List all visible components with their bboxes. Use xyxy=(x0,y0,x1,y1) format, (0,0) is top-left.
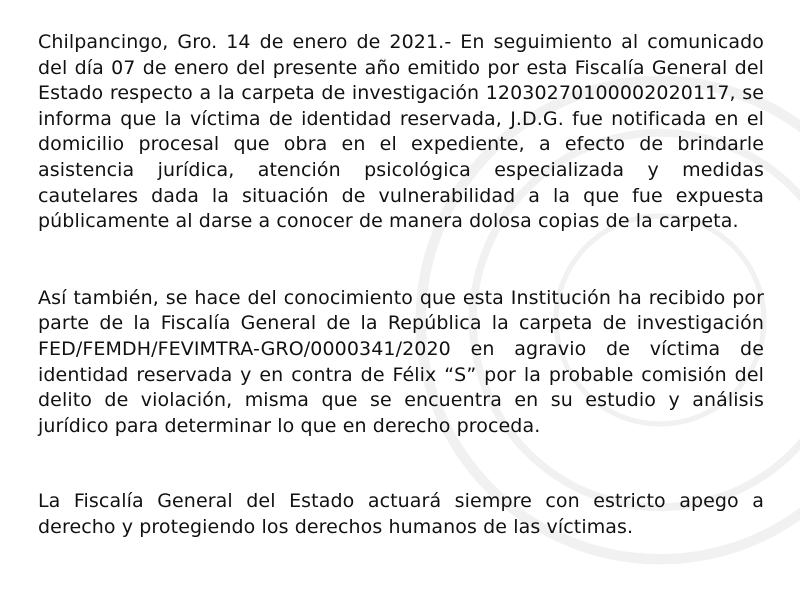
paragraph-announcement: Chilpancingo, Gro. 14 de enero de 2021.- En seguimiento al comunicado del día 07 de enero del presente año emitido por esta Fiscalía General del Estado respecto a la carpeta de investigación 12030270100002020117, se informa que la víctima de identidad reservada, J.D.G. fue notificada en el domicilio procesal que obra en el expediente, a efecto de brindarle asistencia jurídica, atención psicológica especializada y medidas cautelares dada la situación de vulnerabilidad a la que fue expuesta públicamente al darse a conocer de manera dolosa copias de la carpeta. xyxy=(38,31,764,233)
paragraph-closing-statement: La Fiscalía General del Estado actuará siempre con estricto apego a derecho y protegiendo los derechos humanos de las víctimas. xyxy=(38,490,764,538)
paragraph-federal-case: Así también, se hace del conocimiento que esta Institución ha recibido por parte de la Fiscalía General de la República la carpeta de investigación FED/FEMDH/FEVIMTRA-GRO/0000341/2020 en agravio de víctima de identidad reservada y en contra de Félix “S” por la probable comisión del delito de violación, misma que se encuentra en su estudio y análisis jurídico para determinar lo que en derecho proceda. xyxy=(38,286,764,437)
press-release-body xyxy=(38,30,764,541)
